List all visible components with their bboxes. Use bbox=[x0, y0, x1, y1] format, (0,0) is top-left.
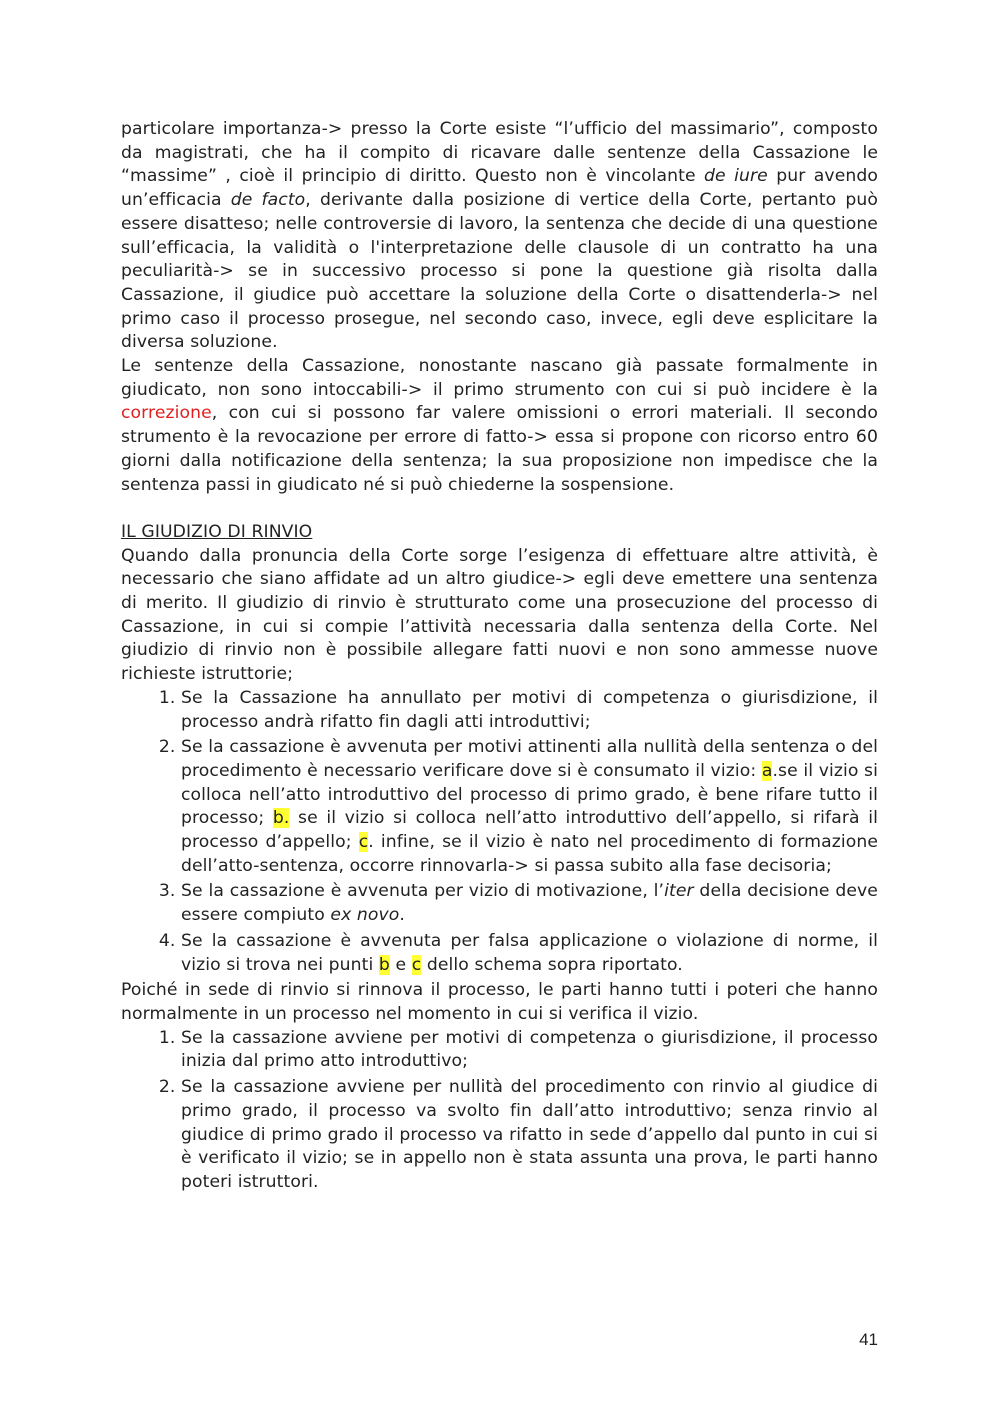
italic-term: de facto bbox=[230, 190, 306, 211]
italic-term: ex novo bbox=[330, 905, 400, 926]
text-run: della decisione deve essere compiuto bbox=[181, 881, 878, 926]
text-run: particolare importanza-> presso la Corte esiste “l’ufficio del massimario”, composto da magistrati, che ha il compito di ricavare dalle sentenze della Cassazione le “massime” , cioè il principio di diritto. Questo non è vincolante bbox=[121, 119, 878, 187]
page-number: 41 bbox=[859, 1330, 878, 1349]
highlight-mark: c bbox=[358, 832, 369, 853]
highlight-mark: c bbox=[411, 954, 422, 975]
list-item: 1. Se la cassazione avviene per motivi di competenza o giurisdizione, il processo inizia dal primo atto introduttivo; bbox=[181, 1027, 878, 1074]
paragraph-massimario bbox=[121, 118, 878, 355]
text-run: , derivante dalla posizione di vertice della Corte, pertanto può essere disatteso; nelle controversie di lavoro, la sentenza che decide di una questione sull’efficacia, la validità o l'interpretazione delle clausole di un contratto ha una peculiarità-> se in successivo processo si pone la questione già risolta dalla Cassazione, il giudice può accettare la soluzione della Corte o disattenderla-> nel primo caso il processo prosegue, nel secondo caso, invece, egli deve esplicitare la diversa soluzione. bbox=[121, 190, 878, 353]
list-item bbox=[181, 930, 878, 977]
list-item: 2. Se la cassazione avviene per nullità del procedimento con rinvio al giudice di primo grado, il processo va svolto fin dall’atto introduttivo; senza rinvio al giudice di primo grado il processo va rifatto in sede d’appello dal punto in cui si è verificato il vizio; se in appello non è stata assunta una prova, le parti hanno poteri istruttori. bbox=[181, 1076, 878, 1195]
text-run: se il vizio si colloca nell’atto introduttivo dell’appello, si rifarà il processo d’appello; bbox=[181, 808, 878, 853]
italic-term: iter bbox=[664, 881, 694, 902]
red-term-correzione: correzione bbox=[121, 403, 212, 424]
text-run: Se la cassazione è avvenuta per falsa applicazione o violazione di norme, il vizio si trova nei punti bbox=[181, 930, 878, 975]
text-run: dello schema sopra riportato. bbox=[421, 954, 683, 975]
text-run: pur avendo un’efficacia bbox=[121, 166, 878, 211]
list-item bbox=[181, 736, 878, 878]
text-run: . infine, se il vizio è nato nel procedimento di formazione dell’atto-sentenza, occorre rinnovarla-> si passa subito alla fase decisoria; bbox=[181, 832, 878, 876]
highlight-mark: a bbox=[761, 760, 773, 781]
numbered-list-poteri bbox=[121, 1027, 878, 1195]
text-run: Le sentenze della Cassazione, nonostante nascano già passate formalmente in giudicato, non sono intoccabili-> il primo strumento con cui si può incidere è la bbox=[121, 356, 878, 400]
document-body bbox=[121, 118, 878, 1197]
italic-term: de iure bbox=[704, 166, 768, 187]
section-heading: IL GIUDIZIO DI RINVIO bbox=[121, 521, 313, 542]
highlight-mark: b. bbox=[272, 808, 290, 829]
paragraph-gap bbox=[121, 497, 878, 521]
text-run: Se la cassazione è avvenuta per vizio di motivazione, l’ bbox=[181, 881, 665, 902]
text-run: .se il vizio si colloca nell’atto introduttivo del processo di primo grado, è bene rifare tutto il processo; bbox=[181, 760, 878, 829]
numbered-list-rinvio bbox=[121, 687, 878, 977]
highlight-mark: b bbox=[378, 954, 390, 975]
list-item bbox=[181, 880, 878, 927]
text-run: Se la cassazione è avvenuta per motivi attinenti alla nullità della sentenza o del procedimento è necessario verificare dove si è consumato il vizio: bbox=[181, 737, 878, 781]
text-run: e bbox=[389, 954, 412, 975]
paragraph-giudizio-rinvio: Quando dalla pronuncia della Corte sorge l’esigenza di effettuare altre attività, è necessario che siano affidate ad un altro giudice-> egli deve emettere una sentenza di merito. Il giudizio di rinvio è strutturato come una prosecuzione del processo di Cassazione, in cui si compie l’attività necessaria dalla sentenza della Corte. Nel giudizio di rinvio non è possibile allegare fatti nuovi e non sono ammesse nuove richieste istruttorie; bbox=[121, 545, 878, 685]
text-run: , con cui si possono far valere omissioni o errori materiali. Il secondo strumento è la revocazione per errore di fatto-> essa si propone con ricorso entro 60 giorni dalla notificazione della sentenza; la sua proposizione non impedisce che la sentenza passi in giudicato né si può chiederne la sospensione. bbox=[121, 403, 878, 495]
paragraph-poteri-parti: Poiché in sede di rinvio si rinnova il processo, le parti hanno tutti i poteri che hanno normalmente in un processo nel momento in cui si verifica il vizio. bbox=[121, 980, 878, 1024]
text-run: . bbox=[399, 905, 405, 926]
list-item: 1. Se la Cassazione ha annullato per motivi di competenza o giurisdizione, il processo andrà rifatto fin dagli atti introduttivi; bbox=[181, 687, 878, 734]
paragraph-correzione bbox=[121, 355, 878, 497]
